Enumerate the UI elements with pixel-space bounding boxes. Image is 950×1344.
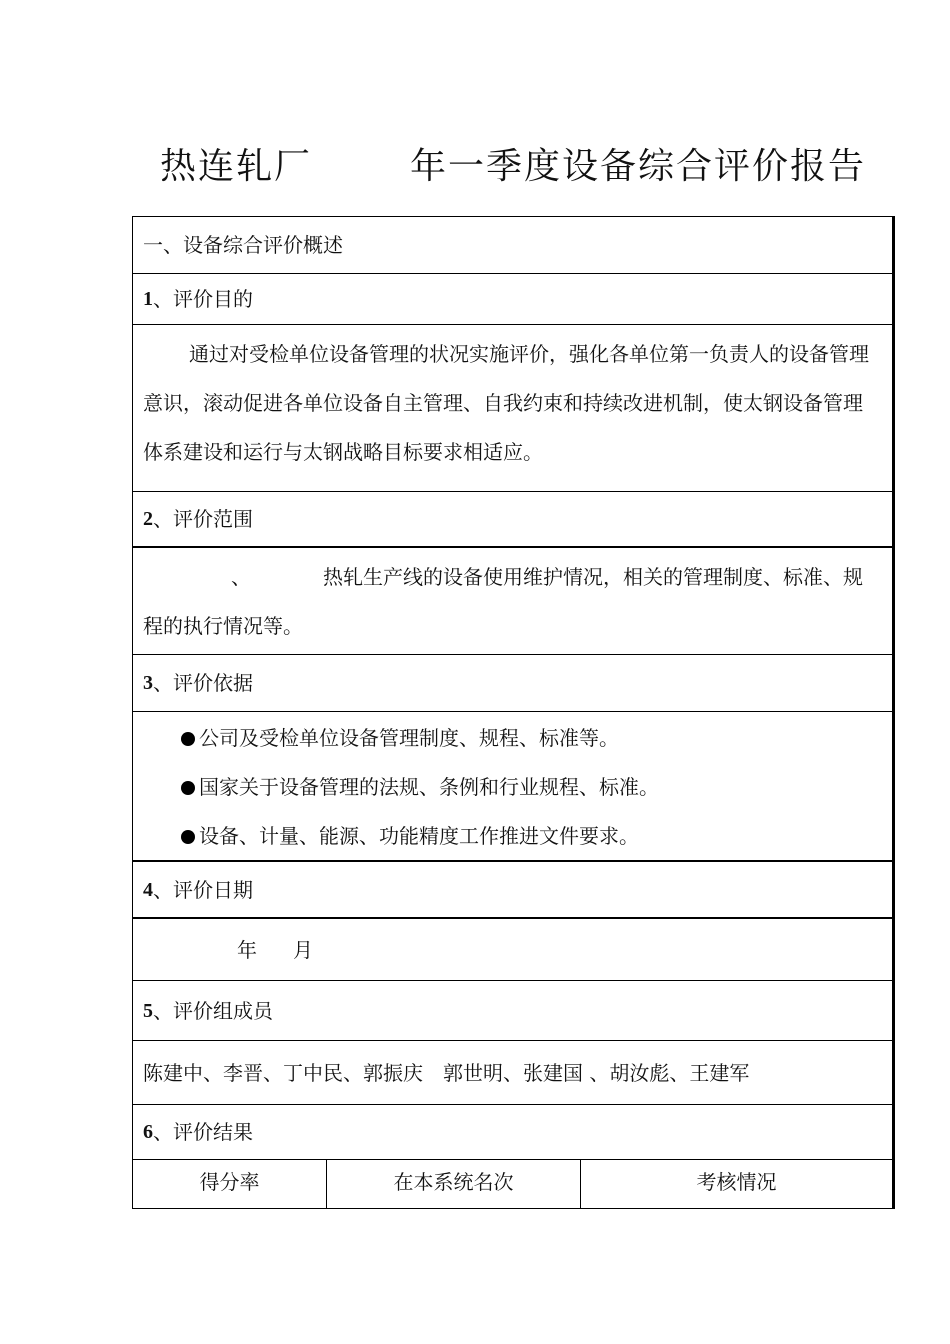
section-5-label: 、评价组成员 xyxy=(153,998,273,1023)
section-1-row xyxy=(133,274,892,325)
bullet-icon xyxy=(181,732,195,746)
section-2-row xyxy=(133,492,892,548)
date-year: 年 xyxy=(237,937,257,962)
overview-row xyxy=(133,217,892,274)
title-report: 年一季度设备综合评价报告 xyxy=(410,146,867,187)
section-4-row xyxy=(133,862,892,919)
scope-row xyxy=(133,548,892,655)
section-4-label: 、评价日期 xyxy=(153,877,253,902)
section-6-label: 、评价结果 xyxy=(153,1120,253,1144)
section-2-number: 2 xyxy=(143,508,153,530)
title-plant: 热连轧厂 xyxy=(160,146,313,187)
bullet-icon xyxy=(181,781,195,795)
section-3-label: 、评价依据 xyxy=(153,671,253,695)
results-header-row xyxy=(133,1160,892,1209)
score-rate-header: 得分率 xyxy=(133,1160,327,1209)
members-row xyxy=(133,1041,892,1105)
section-6-row xyxy=(133,1105,892,1160)
section-3-number: 3 xyxy=(143,672,153,694)
bullet-icon xyxy=(181,830,195,844)
system-rank-header: 在本系统名次 xyxy=(327,1160,581,1209)
report-table xyxy=(132,216,895,1209)
scope-separator: 、 xyxy=(231,565,251,589)
list-item: 公司及受检单位设备管理制度、规程、标准等。 xyxy=(181,714,882,763)
section-1-label: 、评价目的 xyxy=(153,287,253,311)
assessment-header: 考核情况 xyxy=(696,1170,777,1194)
purpose-text: 通过对受检单位设备管理的状况实施评价，强化各单位第一负责人的设备管理意识，滚动促进各单位设备自主管理、自我约束和持续改进机制，使太钢设备管理体系建设和运行与太钢战略目标要求相适应。 xyxy=(133,325,892,492)
section-2-label: 、评价范围 xyxy=(153,507,253,531)
list-item: 设备、计量、能源、功能精度工作推进文件要求。 xyxy=(181,812,882,861)
date-row xyxy=(133,919,892,981)
section-3-row xyxy=(133,655,892,712)
report-title xyxy=(0,142,950,192)
overview-heading: 一、设备综合评价概述 xyxy=(143,233,343,257)
list-item: 国家关于设备管理的法规、条例和行业规程、标准。 xyxy=(181,763,882,812)
members-text: 陈建中、李晋、丁中民、郭振庆 郭世明、张建国 、胡汝彪、王建军 xyxy=(143,1060,750,1085)
section-5-number: 5 xyxy=(143,999,153,1022)
section-1-number: 1 xyxy=(143,288,153,310)
date-month: 月 xyxy=(293,937,313,962)
section-5-row xyxy=(133,981,892,1041)
section-4-number: 4 xyxy=(143,878,153,901)
basis-list xyxy=(133,712,892,862)
scope-text: 热轧生产线的设备使用维护情况，相关的管理制度、标准、规程的执行情况等。 xyxy=(143,565,863,638)
section-6-number: 6 xyxy=(143,1121,153,1143)
